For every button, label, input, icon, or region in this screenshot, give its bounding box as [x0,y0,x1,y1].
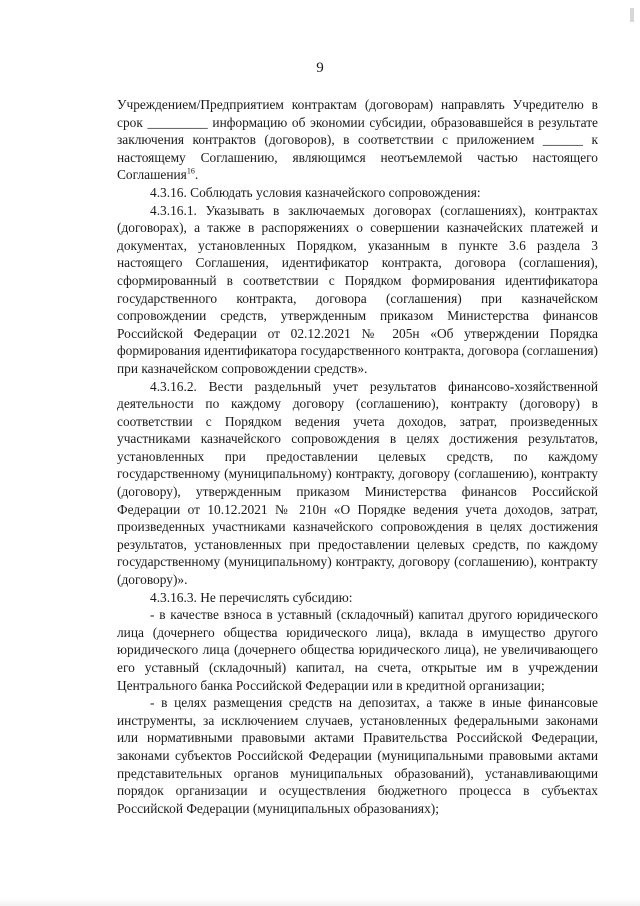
document-body [117,96,598,817]
clause-4-3-16-3: 4.3.16.3. Не перечислять субсидию: [150,589,353,605]
page-number: 9 [316,60,324,76]
paragraph-tail: . [194,167,199,183]
scan-bottom-edge [0,898,640,906]
bullet-item-deposits: - в целях размещения средств на депозитах, а также в иные финансовые инструменты, за исключением случаев, установленных федеральными законами или нормативными правовыми актами Правительства Российской Федерации, законами субъектов Российской Федерации (муниципальными правовыми актами представительных органов муниципальных образований), устанавливающими порядок организации и осуществления бюджетного процесса в субъектах Российской Федерации (муниципальных образованиях); [117,695,598,816]
paragraph-text: Учреждением/Предприятием контрактам (договорам) направлять Учредителю в срок _________ информацию об экономии субсидии, образовавшейся в результате заключения контрактов (договоров), в соответствии с приложением ______ к настоящему Соглашению, являющимся неотъемлемой частью настоящего Соглашения [117,97,598,183]
paragraph-continuation [117,96,598,184]
scan-corner-mark [630,8,634,22]
clause-4-3-16-1: 4.3.16.1. Указывать в заключаемых договорах (соглашениях), контрактах (договорах), а также в распоряжениях о совершении казначейских платежей и документах, установленных Порядком, указанным в пункте 3.6 раздела 3 настоящего Соглашения, идентификатор контракта, договора (соглашения), сформированный в соответствии с Порядком формирования идентификатора государственного контракта, договора (соглашения) при казначейском сопровождении средств, утвержденным приказом Министерства финансов Российской Федерации от 02.12.2021 № 205н «Об утверждении Порядка формирования идентификатора государственного контракта, договора (соглашения) при казначейском сопровождении средств». [117,202,598,376]
bullet-item-capital: - в качестве взноса в уставный (складочный) капитал другого юридического лица (дочернего общества юридического лица), вклада в имущество другого юридического лица (дочернего общества юридического лица), не увеличивающего его уставный (складочный) капитал, на счета, открытые им в учреждении Центрального банка Российской Федерации или в кредитной организации; [117,607,598,693]
clause-4-3-16-2: 4.3.16.2. Вести раздельный учет результатов финансово-хозяйственной деятельности по каждому договору (соглашению), контракту (договору) в соответствии с Порядком ведения учета доходов, затрат, произведенных участниками казначейского сопровождения в целях достижения результатов, установленных при предоставлении целевых средств, по каждому государственному (муниципальному) контракту, договору (соглашению), контракту (договору), утвержденным приказом Министерства финансов Российской Федерации от 10.12.2021 № 210н «О Порядке ведения учета доходов, затрат, произведенных участниками казначейского сопровождения в целях достижения результатов, установленных при предоставлении целевых средств, по каждому государственному (муниципальному) контракту, договору (соглашению), контракту (договору)». [117,378,598,588]
footnote-marker: 16 [186,166,195,176]
clause-4-3-16: 4.3.16. Соблюдать условия казначейского сопровождения: [150,184,481,200]
